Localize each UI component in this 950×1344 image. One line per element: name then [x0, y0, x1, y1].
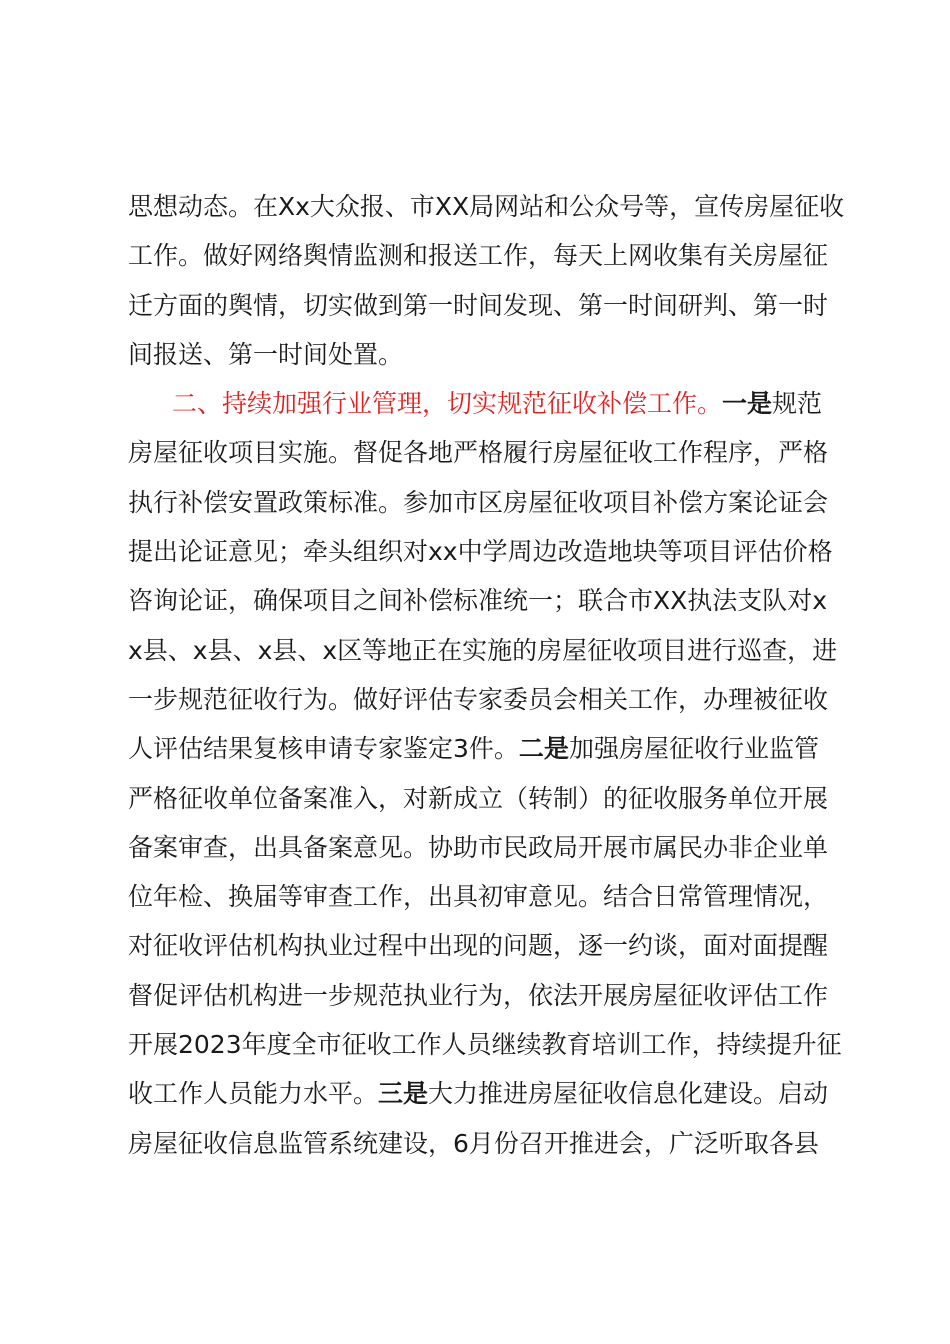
section-heading: 二、持续加强行业管理，切实规范征收补偿工作。 [172, 389, 723, 419]
text-segment: 督促评估机构进一步规范执业行为，依法开展房屋征收评估工作 [128, 980, 829, 1010]
text-segment: 思想动态。在Xx大众报、市XX局网站和公众号等，宣传房屋征收 [128, 192, 845, 221]
item-marker: 三是 [378, 1079, 429, 1109]
text-line [128, 626, 858, 675]
text-segment: 提出论证意见；牵头组织对xx中学周边改造地块等项目评估价格 [128, 537, 833, 567]
text-segment: 咨询论证，确保项目之间补偿标准统一；联合市XX执法支队对x [128, 586, 828, 616]
text-segment: 人评估结果复核申请专家鉴定3件。 [128, 734, 519, 764]
text-segment: 工作。做好网络舆情监测和报送工作，每天上网收集有关房屋征 [128, 241, 829, 271]
text-line [128, 921, 858, 970]
section-heading-line [128, 379, 858, 428]
text-line [128, 281, 858, 330]
text-segment: 执行补偿安置政策标准。参加市区房屋征收项目补偿方案论证会 [128, 487, 829, 517]
text-segment: 房屋征收信息监管系统建设，6月份召开推进会，广泛听取各县 [128, 1128, 819, 1158]
text-line [128, 428, 858, 477]
body-text [128, 182, 858, 1168]
text-line [128, 478, 858, 527]
text-line [128, 971, 858, 1020]
text-line [128, 576, 858, 625]
text-segment: 规范 [772, 389, 823, 419]
text-line [128, 231, 858, 280]
text-segment: 严格征收单位备案准入，对新成立（转制）的征收服务单位开展 [128, 783, 829, 813]
item-marker: 二是 [518, 734, 569, 764]
text-segment: 加强房屋征收行业监管 [568, 734, 819, 764]
text-segment: 房屋征收项目实施。督促各地严格履行房屋征收工作程序，严格 [128, 438, 829, 468]
text-segment: 开展2023年度全市征收工作人员继续教育培训工作，持续提升征 [128, 1030, 842, 1060]
text-line [128, 675, 858, 724]
text-line [128, 527, 858, 576]
text-segment: 收工作人员能力水平。 [128, 1079, 379, 1109]
text-segment: 一步规范征收行为。做好评估专家委员会相关工作，办理被征收 [128, 684, 829, 714]
item-marker: 一是 [722, 389, 773, 419]
text-segment: 备案审查，出具备案意见。协助市民政局开展市属民办非企业单 [128, 832, 829, 862]
text-segment: x县、x县、x县、x区等地正在实施的房屋征收项目进行巡查，进 [128, 635, 838, 665]
text-line [128, 330, 858, 379]
text-segment: 大力推进房屋征收信息化建设。启动 [428, 1079, 829, 1109]
text-line [128, 1069, 858, 1118]
text-line [128, 1119, 858, 1168]
text-line [128, 823, 858, 872]
text-line [128, 1020, 858, 1069]
text-line [128, 774, 858, 823]
text-line [128, 872, 858, 921]
text-segment: 迁方面的舆情，切实做到第一时间发现、第一时间研判、第一时 [128, 290, 829, 320]
text-line [128, 724, 858, 773]
text-segment: 间报送、第一时间处置。 [128, 339, 404, 369]
text-segment: 对征收评估机构执业过程中出现的问题，逐一约谈，面对面提醒 [128, 931, 829, 961]
text-line [128, 182, 858, 231]
text-segment: 位年检、换届等审查工作，出具初审意见。结合日常管理情况， [128, 882, 829, 912]
